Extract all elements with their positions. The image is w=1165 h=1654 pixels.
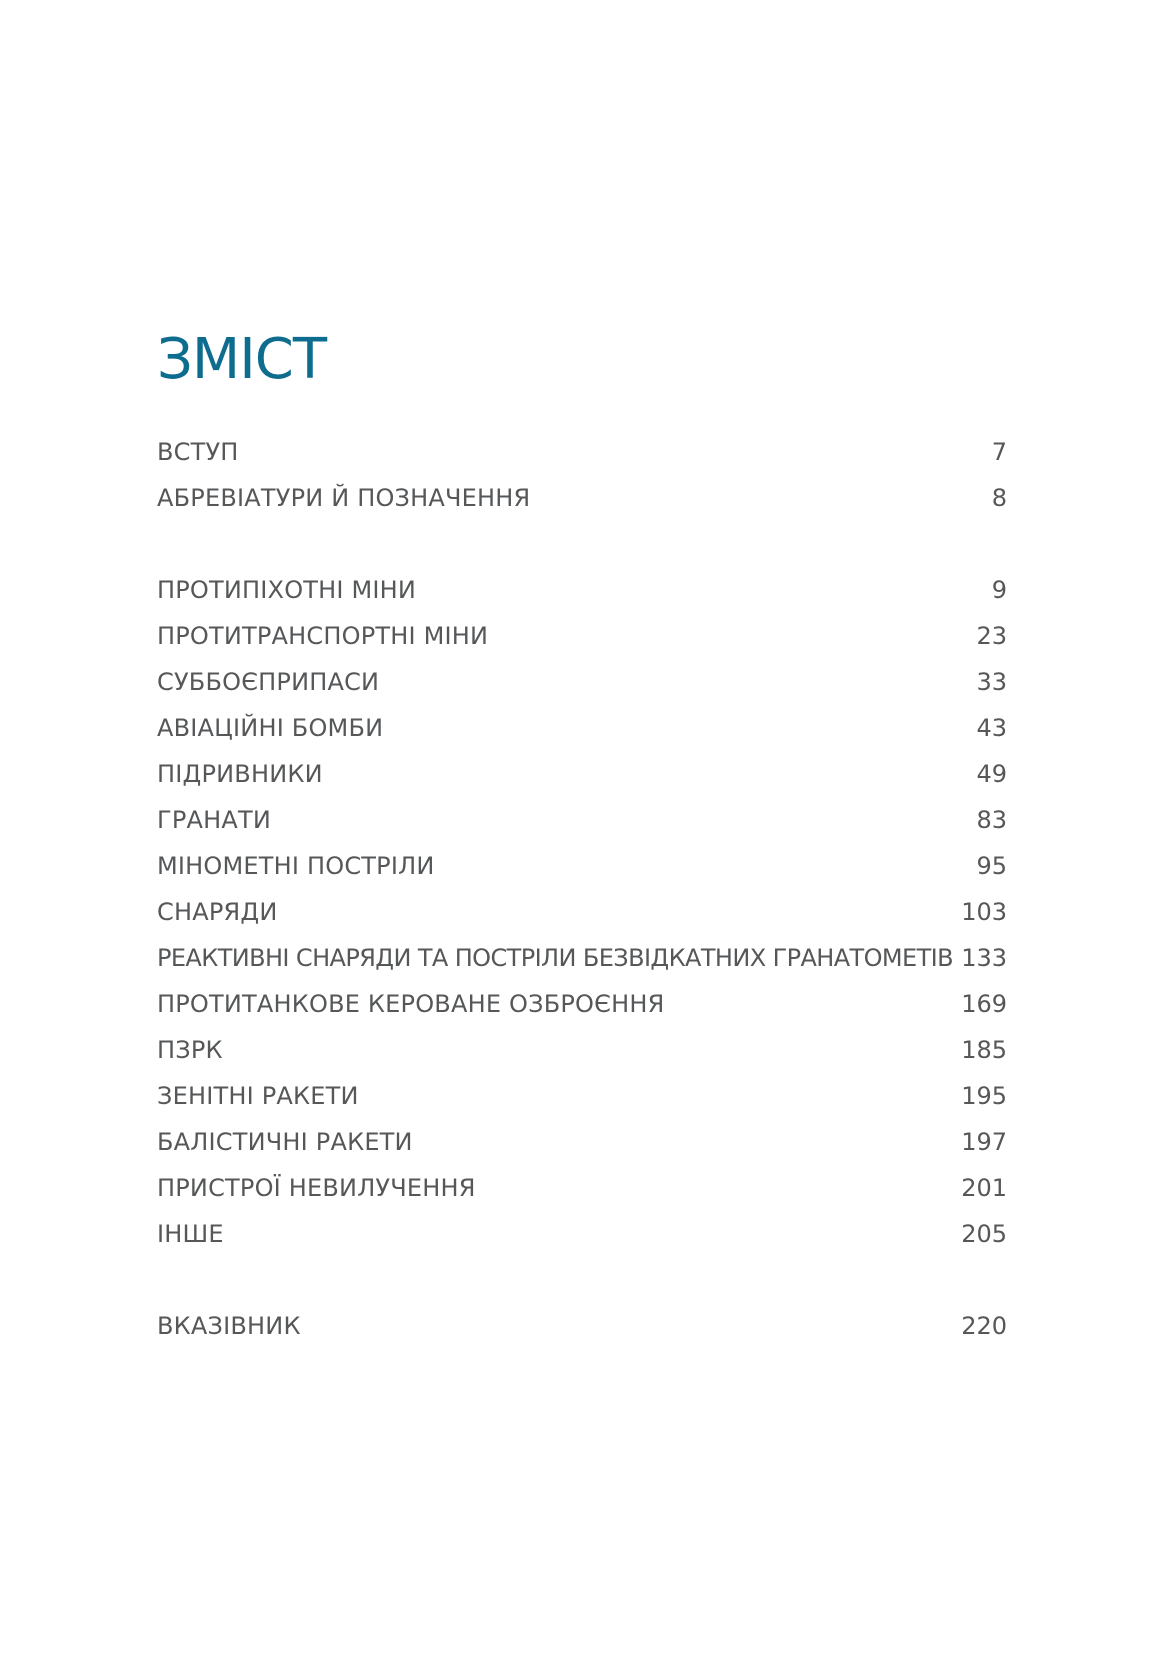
toc-entry-label: АВІАЦІЙНІ БОМБИ [157,714,384,742]
toc-entry-label: ПРОТИПІХОТНІ МІНИ [157,576,417,604]
toc-entry-page-number: 43 [976,714,1007,742]
toc-entry-label: ПРИСТРОЇ НЕВИЛУЧЕННЯ [157,1174,476,1202]
toc-entry-label: ПРОТИТАНКОВЕ КЕРОВАНЕ ОЗБРОЄННЯ [157,990,665,1018]
toc-entry[interactable] [157,705,1007,751]
toc-entry-label: РЕАКТИВНІ СНАРЯДИ ТА ПОСТРІЛИ БЕЗВІДКАТНИХ ГРАНАТОМЕТІВ [157,944,953,972]
page-title: ЗМІСТ [157,327,327,392]
toc-entry[interactable] [157,889,1007,935]
toc-entry[interactable] [157,1027,1007,1073]
toc-entry-page-number: 169 [961,990,1007,1018]
toc-entry-page-number: 8 [991,484,1007,512]
toc-entry[interactable] [157,797,1007,843]
toc-entry-label: МІНОМЕТНІ ПОСТРІЛИ [157,852,435,880]
toc-entry[interactable] [157,981,1007,1027]
toc-entry-page-number: 133 [961,944,1007,972]
toc-entry-page-number: 95 [976,852,1007,880]
toc-group [157,429,1007,521]
toc-entry-page-number: 197 [961,1128,1007,1156]
toc-entry-label: ПЗРК [157,1036,223,1064]
toc-entry-label: ГРАНАТИ [157,806,272,834]
toc-entry-label: ЗЕНІТНІ РАКЕТИ [157,1082,359,1110]
toc-entry[interactable] [157,935,1007,981]
toc-entry-label: АБРЕВІАТУРИ Й ПОЗНАЧЕННЯ [157,484,531,512]
toc-entry[interactable] [157,751,1007,797]
toc-entry-page-number: 185 [961,1036,1007,1064]
toc-entry-label: ПРОТИТРАНСПОРТНІ МІНИ [157,622,489,650]
toc-entry-page-number: 83 [976,806,1007,834]
toc-entry[interactable] [157,1119,1007,1165]
toc-entry[interactable] [157,1211,1007,1257]
toc-group [157,567,1007,1257]
toc-entry-page-number: 9 [991,576,1007,604]
toc-entry-label: ВСТУП [157,438,239,466]
toc-entry[interactable] [157,475,1007,521]
toc-entry-page-number: 7 [991,438,1007,466]
toc-entry-page-number: 205 [961,1220,1007,1248]
toc-entry[interactable] [157,1303,1007,1349]
toc-entry[interactable] [157,659,1007,705]
table-of-contents [157,429,1007,1395]
toc-entry[interactable] [157,1073,1007,1119]
toc-entry-page-number: 220 [961,1312,1007,1340]
toc-entry-page-number: 23 [976,622,1007,650]
toc-entry-page-number: 103 [961,898,1007,926]
toc-entry[interactable] [157,429,1007,475]
toc-entry[interactable] [157,843,1007,889]
toc-entry[interactable] [157,567,1007,613]
toc-group [157,1303,1007,1349]
toc-entry-label: СУББОЄПРИПАСИ [157,668,380,696]
toc-entry-label: ІНШЕ [157,1220,224,1248]
toc-entry-page-number: 33 [976,668,1007,696]
toc-entry[interactable] [157,1165,1007,1211]
toc-entry-label: СНАРЯДИ [157,898,278,926]
toc-entry-page-number: 201 [961,1174,1007,1202]
toc-entry-label: ВКАЗІВНИК [157,1312,301,1340]
toc-entry-label: ПІДРИВНИКИ [157,760,323,788]
toc-entry-label: БАЛІСТИЧНІ РАКЕТИ [157,1128,413,1156]
toc-entry[interactable] [157,613,1007,659]
toc-entry-page-number: 195 [961,1082,1007,1110]
toc-entry-page-number: 49 [976,760,1007,788]
